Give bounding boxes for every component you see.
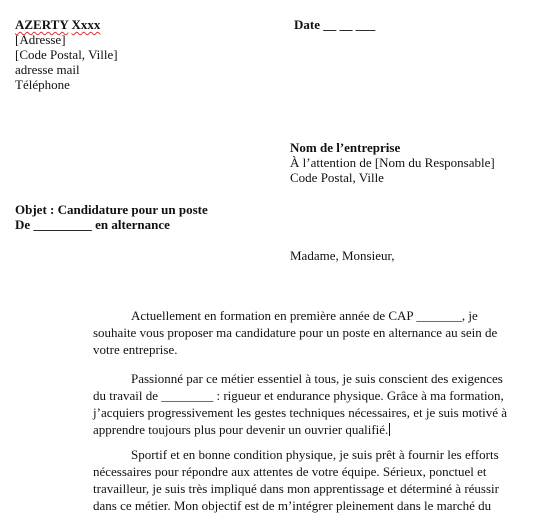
sender-postal-city[interactable]: [Code Postal, Ville] — [15, 47, 118, 62]
date-label[interactable]: Date __ __ ___ — [294, 17, 376, 32]
paragraph-line[interactable]: Passionné par ce métier essentiel à tous, je suis conscient des exigences — [131, 371, 503, 386]
paragraph-line[interactable]: Actuellement en formation en première année de CAP _______, je — [131, 308, 478, 323]
sender-name[interactable] — [15, 17, 118, 32]
paragraph-line[interactable]: dans ce métier. Mon objectif est de m’intégrer pleinement dans le marché du — [93, 498, 492, 513]
sender-address[interactable]: [Adresse] — [15, 32, 66, 47]
sender-phone[interactable]: Téléphone — [15, 77, 70, 92]
subject-block — [15, 202, 208, 232]
paragraph-line[interactable]: souhaite vous proposer ma candidature pour un poste en alternance au sein de — [93, 325, 498, 340]
paragraph-line[interactable]: Sportif et en bonne condition physique, je suis prêt à fournir les efforts — [131, 447, 499, 462]
paragraph-line[interactable]: votre entreprise. — [93, 342, 178, 357]
recipient-block — [290, 140, 495, 185]
paragraph-line[interactable]: nécessaires pour répondre aux attentes de votre équipe. Sérieux, ponctuel et — [93, 464, 487, 479]
recipient-company[interactable]: Nom de l’entreprise — [290, 140, 401, 155]
body-paragraph-3 — [93, 446, 523, 514]
sender-email[interactable]: adresse mail — [15, 62, 80, 77]
subject-line-1[interactable]: Objet : Candidature pour un poste — [15, 202, 208, 217]
paragraph-line[interactable]: j’acquiers progressivement les gestes techniques nécessaires, et je suis motivé à — [93, 405, 508, 420]
recipient-postal-city[interactable]: Code Postal, Ville — [290, 170, 384, 185]
text-caret — [389, 423, 390, 436]
letter-date[interactable] — [294, 17, 375, 33]
sender-name-part2[interactable]: Xxxx — [71, 17, 101, 32]
paragraph-line-with-caret[interactable] — [93, 421, 523, 438]
paragraph-line[interactable]: apprendre toujours plus pour devenir un ouvrier qualifié. — [93, 422, 389, 437]
body-paragraph-2 — [93, 370, 523, 438]
subject-line-2[interactable]: De _________ en alternance — [15, 217, 170, 232]
salutation[interactable] — [290, 248, 395, 264]
recipient-attention[interactable]: À l’attention de [Nom du Responsable] — [290, 155, 495, 170]
sender-block — [15, 17, 118, 92]
sender-name-part1[interactable]: AZERTY — [15, 17, 69, 32]
body-paragraph-1 — [93, 307, 523, 358]
paragraph-line[interactable]: du travail de ________ : rigueur et endurance physique. Grâce à ma formation, — [93, 388, 504, 403]
salutation-text[interactable]: Madame, Monsieur, — [290, 248, 395, 263]
paragraph-line[interactable]: travailleur, je suis très impliqué dans mon apprentissage et déterminé à réussir — [93, 481, 499, 496]
